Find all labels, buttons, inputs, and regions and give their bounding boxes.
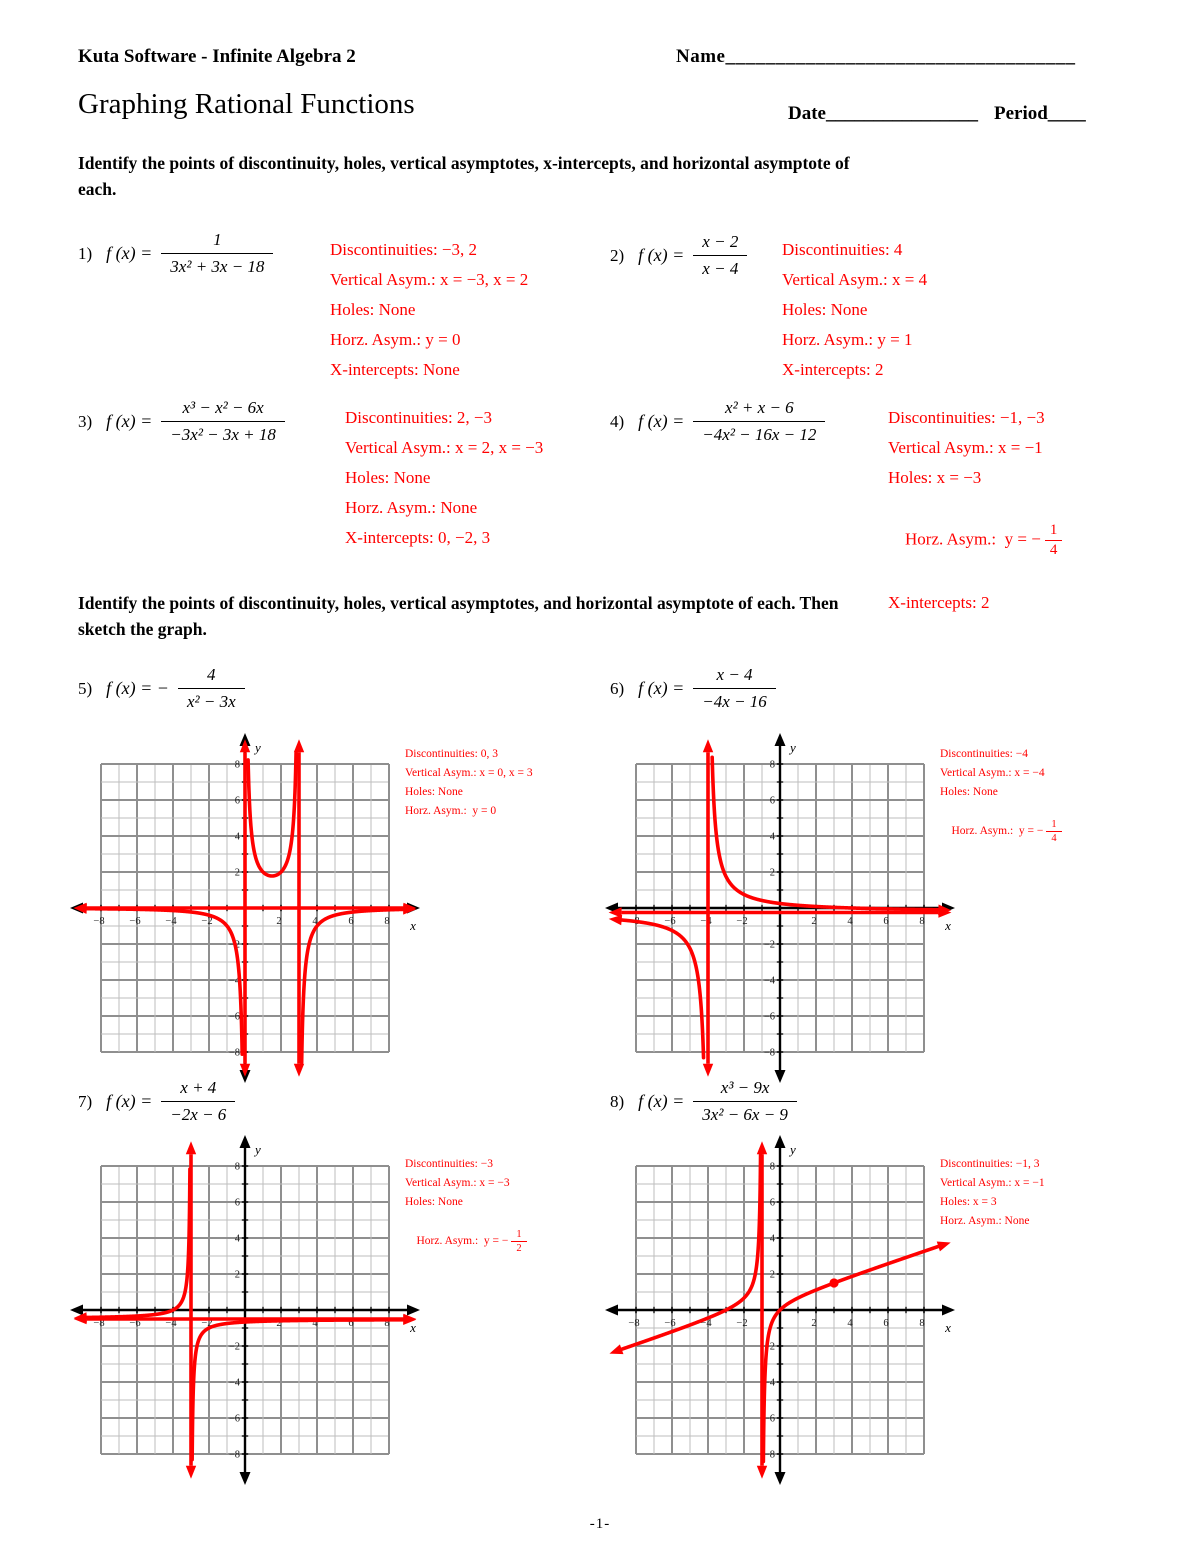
- answer-line: Holes: None: [405, 786, 463, 798]
- svg-text:−6: −6: [228, 1011, 240, 1023]
- problem-1-function: f (x) =: [106, 243, 153, 263]
- problem-4-formula: [610, 398, 825, 445]
- problem-8-formula: [610, 1078, 797, 1125]
- svg-text:2: 2: [811, 916, 817, 927]
- svg-text:−2: −2: [736, 916, 748, 927]
- svg-text:4: 4: [312, 916, 318, 927]
- problem-8-graph-answers: [940, 1158, 1045, 1234]
- svg-text:−4: −4: [165, 916, 177, 927]
- answer-line: Vertical Asym.: x = −3, x = 2: [330, 270, 529, 289]
- problem-3-fraction: $\frac{\text{x³ − x² − 6x}}{\text{−3x² − 3x + 18}}$: [161, 398, 285, 445]
- problem-5-number: 5): [78, 678, 93, 698]
- svg-text:4: 4: [769, 831, 775, 843]
- answer-line: Holes: None: [345, 468, 431, 487]
- answer-line: X-intercepts: 2: [782, 360, 884, 379]
- svg-text:−4: −4: [228, 1377, 240, 1389]
- problem-3-formula: [78, 398, 285, 445]
- problem-1-fraction: $\frac{1}{\text{3x² + 3x − 18}}$: [161, 230, 273, 277]
- answer-line: Discontinuities: 2, −3: [345, 408, 492, 427]
- problem-8-fraction: $\frac{\text{x³ − 9x}}{\text{3x² − 6x − 9}}$: [693, 1078, 797, 1125]
- problem-4-fraction: $\frac{\text{x² + x − 6}}{\text{−4x² − 16x − 12}}$: [693, 398, 825, 445]
- instructions-1-line2: each.: [78, 179, 117, 199]
- answer-line: Discontinuities: 4: [782, 240, 903, 259]
- problem-7-graph-answers: [405, 1158, 527, 1273]
- app-brand: Kuta Software - Infinite Algebra 2: [78, 46, 356, 67]
- instructions-1: [78, 150, 1158, 202]
- problem-6-number: 6): [610, 678, 625, 698]
- svg-text:−2: −2: [228, 1341, 240, 1353]
- graph-7: [65, 1130, 425, 1490]
- svg-text:−4: −4: [700, 916, 712, 927]
- svg-text:2: 2: [276, 916, 282, 927]
- problem-6-function: f (x) =: [638, 678, 685, 698]
- svg-text:−6: −6: [664, 1318, 676, 1329]
- date-period-row: [788, 103, 1086, 125]
- svg-text:6: 6: [348, 916, 354, 927]
- answer-line: Vertical Asym.: x = 0, x = 3: [405, 767, 533, 779]
- svg-text:−4: −4: [228, 975, 240, 987]
- svg-text:6: 6: [234, 1197, 240, 1209]
- svg-text:−6: −6: [763, 1011, 775, 1023]
- svg-text:6: 6: [234, 795, 240, 807]
- svg-text:−6: −6: [763, 1413, 775, 1425]
- problem-1-answers: [330, 240, 528, 390]
- problem-7-number: 7): [78, 1091, 93, 1111]
- instructions-2-line2: sketch the graph.: [78, 619, 207, 639]
- svg-text:8: 8: [769, 759, 775, 771]
- problem-3-function: f (x) =: [106, 411, 153, 431]
- svg-text:x: x: [410, 918, 416, 933]
- answer-line-fraction: Horz. Asym.: y = − $\frac{1}{2}$: [405, 1217, 527, 1266]
- svg-text:2: 2: [769, 1269, 775, 1281]
- problem-7-formula: [78, 1078, 235, 1125]
- problem-6-formula: [610, 665, 776, 712]
- svg-text:−6: −6: [129, 1318, 141, 1329]
- answer-line: X-intercepts: None: [330, 360, 460, 379]
- svg-text:−2: −2: [763, 1341, 775, 1353]
- svg-text:−8: −8: [93, 916, 105, 927]
- answer-line: Vertical Asym.: x = −1: [940, 1177, 1045, 1189]
- svg-text:−8: −8: [228, 1449, 240, 1461]
- svg-text:6: 6: [883, 916, 889, 927]
- problem-2-number: 2): [610, 245, 625, 265]
- svg-text:y: y: [255, 740, 261, 755]
- problem-1-formula: [78, 230, 273, 277]
- answer-line-fraction: Horz. Asym.: y = − $\frac{1}{4}$: [888, 502, 1062, 579]
- svg-text:−8: −8: [628, 916, 640, 927]
- page-number: -1-: [589, 1516, 611, 1532]
- answer-line: Vertical Asym.: x = 4: [782, 270, 928, 289]
- svg-text:−4: −4: [763, 1377, 775, 1389]
- svg-text:−2: −2: [763, 939, 775, 951]
- answer-line: Vertical Asym.: x = 2, x = −3: [345, 438, 544, 457]
- graph-6: [600, 728, 960, 1088]
- svg-text:−2: −2: [228, 939, 240, 951]
- svg-text:8: 8: [769, 1161, 775, 1173]
- svg-text:8: 8: [919, 916, 925, 927]
- problem-7-function: f (x) =: [106, 1091, 153, 1111]
- answer-line: Horz. Asym.: None: [345, 498, 478, 517]
- svg-text:−6: −6: [664, 916, 676, 927]
- svg-text:4: 4: [847, 1318, 853, 1329]
- answer-line: Discontinuities: 0, 3: [405, 748, 498, 760]
- svg-text:−4: −4: [700, 1318, 712, 1329]
- answer-line-fraction: Horz. Asym.: y = − $\frac{1}{4}$: [940, 807, 1062, 856]
- svg-text:2: 2: [234, 1269, 240, 1281]
- problem-6-fraction: $\frac{x - 4}{-4x - 16}$: [693, 665, 776, 712]
- answer-line: Holes: None: [405, 1196, 463, 1208]
- answer-line: Discontinuities: −4: [940, 748, 1028, 760]
- svg-text:6: 6: [769, 1197, 775, 1209]
- svg-text:−8: −8: [93, 1318, 105, 1329]
- answer-line: Discontinuities: −1, −3: [888, 408, 1045, 427]
- problem-3-number: 3): [78, 411, 93, 431]
- answer-line: Discontinuities: −1, 3: [940, 1158, 1040, 1170]
- answer-line: Horz. Asym.: y = 0: [405, 805, 497, 817]
- svg-text:−8: −8: [228, 1047, 240, 1059]
- problem-5-graph-answers: [405, 748, 533, 824]
- answer-line: Holes: None: [782, 300, 868, 319]
- graph-5: [65, 728, 425, 1088]
- name-blank: Name___________________________________: [676, 46, 1076, 67]
- answer-line: Vertical Asym.: x = −3: [405, 1177, 510, 1189]
- problem-8-function: f (x) =: [638, 1091, 685, 1111]
- svg-text:−6: −6: [228, 1413, 240, 1425]
- problem-7-fraction: $\frac{x + 4}{-2x - 6}$: [161, 1078, 235, 1125]
- period-blank: Period____: [993, 103, 1086, 124]
- answer-line: Vertical Asym.: x = −4: [940, 767, 1045, 779]
- svg-text:−2: −2: [736, 1318, 748, 1329]
- svg-text:−2: −2: [201, 1318, 213, 1329]
- problem-5-function: f (x) = −: [106, 678, 169, 698]
- svg-text:8: 8: [384, 916, 390, 927]
- problem-4-number: 4): [610, 411, 625, 431]
- svg-text:y: y: [790, 740, 796, 755]
- problem-8-number: 8): [610, 1091, 625, 1111]
- graph-8: [600, 1130, 960, 1490]
- answer-line: X-intercepts: 0, −2, 3: [345, 528, 491, 547]
- svg-text:4: 4: [769, 1233, 775, 1245]
- svg-text:6: 6: [348, 1318, 354, 1329]
- answer-line: Discontinuities: −3, 2: [330, 240, 477, 259]
- answer-line: Horz. Asym.: y = 0: [330, 330, 461, 349]
- instructions-2-line1: Identify the points of discontinuity, holes, vertical asymptotes, and horizontal asymptote of each. Then: [78, 593, 839, 613]
- svg-text:x: x: [945, 1320, 951, 1335]
- svg-text:−8: −8: [763, 1449, 775, 1461]
- answer-line: Holes: x = −3: [888, 468, 982, 487]
- problem-2-function: f (x) =: [638, 245, 685, 265]
- answer-fraction: $\frac{1}{2}$: [511, 1229, 526, 1254]
- answer-line: Horz. Asym.: y = 1: [782, 330, 913, 349]
- svg-text:−8: −8: [763, 1047, 775, 1059]
- answer-fraction: $\frac{1}{4}$: [1045, 522, 1063, 559]
- problem-1-number: 1): [78, 243, 93, 263]
- problem-4-function: f (x) =: [638, 411, 685, 431]
- svg-text:−4: −4: [763, 975, 775, 987]
- problem-2-formula: [610, 232, 747, 279]
- instructions-2: [78, 590, 1158, 642]
- svg-text:4: 4: [312, 1318, 318, 1329]
- instructions-1-line1: Identify the points of discontinuity, holes, vertical asymptotes, x-intercepts, and horizontal asymptote of: [78, 153, 850, 173]
- answer-line: Holes: None: [940, 786, 998, 798]
- svg-text:x: x: [410, 1320, 416, 1335]
- date-blank: Date________________: [788, 103, 978, 124]
- answer-line: X-intercepts: 2: [888, 593, 990, 612]
- answer-line: Holes: x = 3: [940, 1196, 997, 1208]
- svg-text:2: 2: [811, 1318, 817, 1329]
- svg-text:−8: −8: [628, 1318, 640, 1329]
- svg-text:8: 8: [919, 1318, 925, 1329]
- svg-text:−4: −4: [165, 1318, 177, 1329]
- problem-2-fraction: $\frac{x - 2}{x - 4}$: [693, 232, 747, 279]
- problem-2-answers: [782, 240, 927, 390]
- svg-text:2: 2: [769, 867, 775, 879]
- svg-text:x: x: [945, 918, 951, 933]
- svg-text:8: 8: [234, 759, 240, 771]
- svg-text:8: 8: [234, 1161, 240, 1173]
- answer-line: Horz. Asym.: None: [940, 1215, 1030, 1227]
- problem-5-formula: [78, 665, 245, 712]
- problem-5-fraction: $\frac{4}{\text{x² − 3x}}$: [178, 665, 245, 712]
- svg-text:y: y: [255, 1142, 261, 1157]
- svg-text:6: 6: [883, 1318, 889, 1329]
- svg-text:−6: −6: [129, 916, 141, 927]
- svg-text:4: 4: [847, 916, 853, 927]
- svg-text:6: 6: [769, 795, 775, 807]
- svg-text:2: 2: [276, 1318, 282, 1329]
- svg-text:2: 2: [234, 867, 240, 879]
- answer-line: Holes: None: [330, 300, 416, 319]
- svg-text:−2: −2: [201, 916, 213, 927]
- problem-3-answers: [345, 408, 543, 558]
- svg-text:4: 4: [234, 831, 240, 843]
- answer-line: Vertical Asym.: x = −1: [888, 438, 1043, 457]
- answer-fraction: $\frac{1}{4}$: [1046, 819, 1061, 844]
- page-title: Graphing Rational Functions: [78, 88, 415, 120]
- answer-line: Discontinuities: −3: [405, 1158, 493, 1170]
- svg-text:y: y: [790, 1142, 796, 1157]
- problem-6-graph-answers: [940, 748, 1062, 863]
- svg-text:4: 4: [234, 1233, 240, 1245]
- svg-text:8: 8: [384, 1318, 390, 1329]
